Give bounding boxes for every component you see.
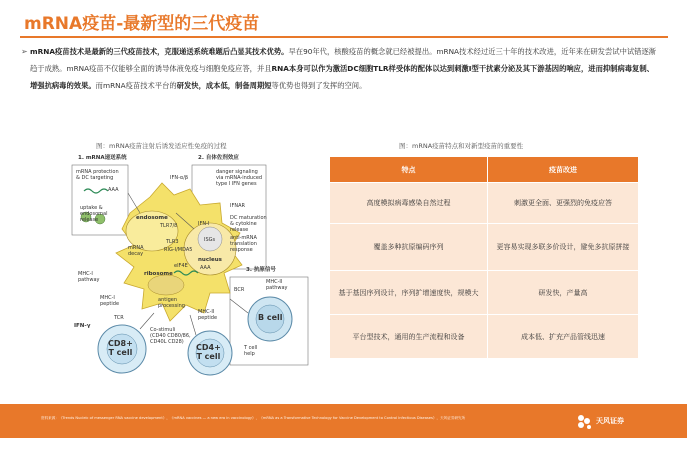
label-mhc2-peptide: MHC-II peptide xyxy=(198,309,218,321)
intro-paragraph xyxy=(21,43,660,94)
table-row xyxy=(330,224,639,271)
cell-feature: 覆盖多种抗原编码序列 xyxy=(330,224,488,271)
label-tlr78: TLR7/8 xyxy=(160,223,178,229)
header-improvement: 疫苗改进 xyxy=(488,157,639,183)
logo-text: 天风证券 xyxy=(596,417,624,425)
para-highlight-1: RNA本身可以作为激活DC细胞TLR样受体的配体以达到刺激Ⅰ型干扰素分泌及其下游基因的响应，进而抑制病毒复制、增强抗病毒的效果。 xyxy=(30,64,654,90)
para-highlight-2: 研发快，成本低，制备周期短 xyxy=(176,81,272,90)
table-row xyxy=(330,183,639,224)
label-cd4: CD4+ T cell xyxy=(196,343,221,361)
immune-response-diagram xyxy=(70,153,312,379)
table-header-row xyxy=(330,157,639,183)
label-ifnar: IFNAR xyxy=(230,203,245,209)
cell-feature: 基于基因序列设计，序列扩增速度快，规模大 xyxy=(330,271,488,315)
para-body-2: 而mRNA疫苗技术平台的 xyxy=(95,81,177,90)
cell-improvement: 成本低、扩充产品管线迅速 xyxy=(488,315,639,359)
label-aaa2: AAA xyxy=(200,265,211,271)
label-tcr: TCR xyxy=(114,315,124,321)
label-rig: RIG-I/MDA5 xyxy=(164,247,193,253)
cell-feature: 平台型技术，通用的生产流程和设备 xyxy=(330,315,488,359)
header-feature: 特点 xyxy=(330,157,488,183)
table-row xyxy=(330,315,639,359)
label-bcr: BCR xyxy=(234,287,245,293)
right-figure-caption: 图：mRNA疫苗特点和对新型疫苗的重要性 xyxy=(399,142,524,150)
label-mhc1-peptide: MHC-I peptide xyxy=(100,295,120,307)
arrow-bullet-icon: ➢ xyxy=(21,47,28,56)
label-nucleus: nucleus xyxy=(198,257,222,263)
mrna-features-table xyxy=(329,156,639,359)
label-ifn-ab: IFN-α/β xyxy=(170,175,189,181)
cell-improvement: 刺激更全面、更强烈的免疫应答 xyxy=(488,183,639,224)
label-dc-maturation: DC maturation & cytokine release xyxy=(230,215,267,233)
para-body-1: 早在90年代，核酸疫苗的概念就已经被提出。mRNA技术经过近三十年的技术改进，近年来在研发尝试中试错逐渐趋于成熟。mRNA疫苗不仅能够全面的诱导体液免疫与细胞免疫应答，并且 xyxy=(30,47,657,73)
page-title: mRNA疫苗-最新型的三代疫苗 xyxy=(24,14,260,34)
label-eif4e: eIF4E xyxy=(174,263,188,269)
label-ribosome: ribosome xyxy=(144,271,173,277)
label-ifng: IFN-γ xyxy=(74,323,91,329)
source-note: 资料来源：《Trends Nucleic of messenger RNA vaccine development》，《mRNA vaccines — a new era in vaccinology》，《mRNA as a Transformative Technology for Vaccine Development to Control Infectious Diseases》，天风证券研究所 xyxy=(41,416,466,420)
label-sec3: 3. 抗原信号 xyxy=(246,267,276,273)
label-danger: danger signaling via mRNA-induced type I IFN genes xyxy=(216,169,263,187)
label-sec2: 2. 自体佐剂效应 xyxy=(198,155,239,161)
cell-feature: 高度模拟病毒感染自然过程 xyxy=(330,183,488,224)
label-costim: Co-stimuli (CD40 CD80/86, CD40L CD28) xyxy=(150,327,191,345)
label-cd8: CD8+ T cell xyxy=(108,339,133,357)
label-uptake: uptake & endosomal release xyxy=(80,205,108,223)
label-antigen: antigen processing xyxy=(158,297,185,309)
label-bcell: B cell xyxy=(258,313,283,322)
para-body-3: 等优势也得到了发挥的空间。 xyxy=(271,81,367,90)
label-mhc1-pathway: MHC-I pathway xyxy=(78,271,100,283)
label-sec1: 1. mRNA递送系统 xyxy=(78,155,127,161)
cell-improvement: 研发快，产量高 xyxy=(488,271,639,315)
label-endosome: endosome xyxy=(136,215,168,221)
label-mhc2-pathway: MHC-II pathway xyxy=(266,279,288,291)
cell-improvement: 更容易实现多联多价设计，避免多抗原拼接 xyxy=(488,224,639,271)
left-figure-caption: 图：mRNA疫苗注射后诱发适应性免疫的过程 xyxy=(96,142,227,150)
label-anti-mrna: anti-mRNA translation response xyxy=(230,235,257,253)
title-underline xyxy=(20,36,668,38)
para-lead: mRNA疫苗技术是最新的三代疫苗技术，克服递送系统难题后凸显其技术优势。 xyxy=(30,47,289,56)
label-mrna-decay: mRNA decay xyxy=(128,245,144,257)
label-isgs: ISGs xyxy=(204,237,216,243)
label-protection: mRNA protection & DC targeting xyxy=(76,169,119,181)
table-row xyxy=(330,271,639,315)
label-aaa1: AAA xyxy=(108,187,119,193)
label-tlr3: TLR3 xyxy=(166,239,179,245)
diagram-graphics xyxy=(70,153,312,379)
label-ifni: IFN-I xyxy=(198,221,210,227)
label-t-help: T cell help xyxy=(244,345,258,357)
footer-bar xyxy=(0,404,687,438)
